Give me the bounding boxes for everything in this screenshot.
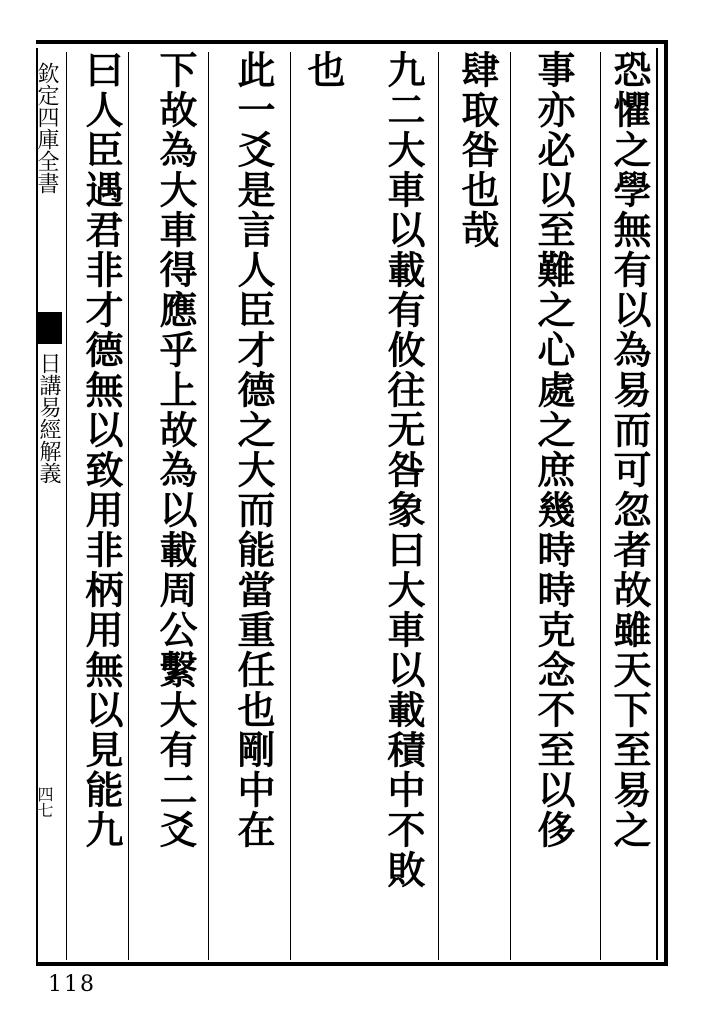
column-divider [290,52,291,960]
text-column-4: 九二大車以載有攸往无咎象曰大車以載積中不敗 [381,50,426,890]
text-column-8: 曰人臣遇君非才德無以致用非柄用無以見能九 [79,50,124,850]
folio-number: 四七 [35,786,54,818]
section-title: 日講易經解義 [36,352,61,484]
text-column-1: 恐懼之學無有以為易而可忽者故雖天下至易之 [607,50,652,850]
frame-bottom-rule [36,962,668,966]
text-column-3: 肆取咎也哉 [455,50,500,250]
text-column-5: 也 [301,50,346,90]
column-divider [510,52,511,960]
text-column-7: 下故為大車得應乎上故為以載周公繫大有二爻 [153,50,198,850]
frame-right-inner-rule [656,48,658,960]
frame-top-rule [36,40,668,44]
column-divider [66,52,67,960]
column-divider [128,52,129,960]
book-title: 欽定四庫全書 [34,62,59,194]
text-column-2: 事亦必以至難之心處之庶幾時時克念不至以侈 [531,50,576,850]
fishtail-mark [36,312,62,344]
column-divider [208,52,209,960]
frame-right-rule [664,40,668,966]
column-divider [600,52,601,960]
column-divider [438,52,439,960]
page-footer-number: 118 [48,972,96,997]
text-column-6: 此一爻是言人臣才德之大而能當重任也剛中在 [231,50,276,850]
